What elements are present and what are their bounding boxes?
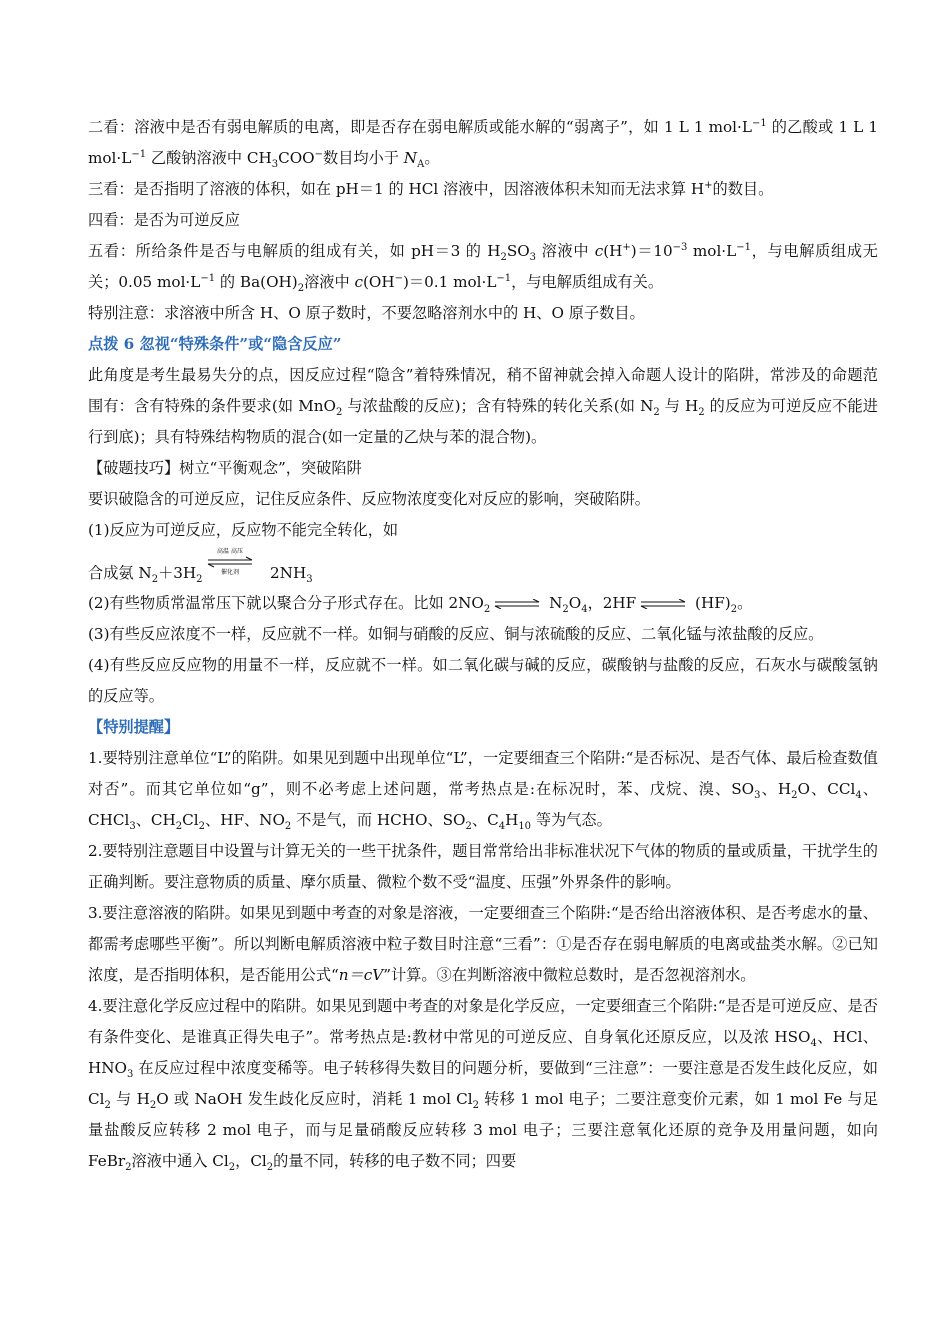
document-body [88, 112, 878, 1177]
ammonia-equation [88, 546, 878, 588]
paragraph-item-1: (1)反应为可逆反应，反应物不能完全转化，如 [88, 521, 399, 539]
paragraph-technique: 【破题技巧】树立“平衡观念”，突破陷阱 [88, 459, 362, 477]
equilibrium-arrow-icon [494, 599, 540, 609]
condition-bottom: 催化剂 [220, 569, 240, 576]
paragraph-hidden-reaction: 此角度是考生最易失分的点，因反应过程“隐含”着特殊情况，稍不留神就会掉入命题人设计的陷阱，常涉及的命题范围有：含有特殊的条件要求(如 MnO$_2$ 与浓盐酸的反应)；含有特殊的转化关系(如 $N_2$ 与 $H_2$ 的反应为可逆反应不能进行到底)；具有特殊结构物质的混合(如一定量的乙炔与苯的混合物)。 [88, 366, 878, 446]
section-heading-6: 点拨 6 忽视“特殊条件”或“隐含反应” [88, 335, 342, 353]
equation-product: $2NH_3$ [270, 564, 313, 586]
equilibrium-arrow-icon [640, 599, 686, 609]
reminder-1: 1.要特别注意单位“L”的陷阱。如果见到题中出现单位“L”，一定要细查三个陷阱:“是否标况、是否气体、最后检查数值对否”。而其它单位如“g”，则不必考虑上述问题，常考热点是:在标况时，苯、戊烷、溴、$SO_3$、$H_2O$、CCl$_4$、CHCl$_3$、$CH_2Cl_2$、HF、$NO_2$ 不是气，而 HCHO、$SO_2$、$C_4H_{10}$ 等为气态。 [88, 749, 878, 833]
paragraph-fifth-look: 五看：所给条件是否与电解质的组成有关，如 pH＝3 的 $H_2SO_3$ 溶液中 $c(H^+)=10^{-3}$ $mol\cdot L^{-1}$，与电解质组成无关；0.05 $mol\cdot L^{-1}$ 的 $Ba(OH)_2$溶液中 c(OH−)＝0.1 $mol\cdot L^{-1}$，与电解质组成有关。 [88, 241, 878, 295]
paragraph-technique-desc: 要识破隐含的可逆反应，记住反应条件、反应物浓度变化对反应的影响，突破陷阱。 [88, 490, 650, 508]
paragraph-fourth-look: 四看：是否为可逆反应 [88, 211, 240, 229]
reminder-3: 3.要注意溶液的陷阱。如果见到题中考查的对象是溶液，一定要细查三个陷阱:“是否给出溶液体积、是否考虑水的量、都需考虑哪些平衡”。所以判断电解质溶液中粒子数目时注意“三看”：①是否存在弱电解质的电离或盐类水解。②已知浓度，是否指明体积，是否能用公式“n＝cV”计算。③在判断溶液中微粒总数时，是否忽视溶剂水。 [88, 904, 878, 984]
equation-reactants: 合成氨 $N_2+3H_2$ [88, 564, 203, 586]
reminder-4: 4.要注意化学反应过程中的陷阱。如果见到题中考查的对象是化学反应，一定要细查三个陷阱:“是否是可逆反应、是否有条件变化、是谁真正得失电子”。常考热点是:教材中常见的可逆反应、自身氧化还原反应，以及浓 $HSO_4$、HCl、$HNO_3$ 在反应过程中浓度变稀等。电子转移得失数目的问题分析，要做到“三注意”：一要注意是否发生歧化反应，如 $Cl_2$ 与 $H_2O$ 或 NaOH 发生歧化反应时，消耗 1 mol $Cl_2$ 转移 1 mol 电子；二要注意变价元素，如 1 mol Fe 与足量盐酸反应转移 2 mol 电子，而与足量硝酸反应转移 3 mol 电子；三要注意氧化还原的竞争及用量问题，如向 FeBr$_2$溶液中通入 $Cl_2$，$Cl_2$的量不同，转移的电子数不同；四要 [88, 997, 879, 1174]
paragraph-item-4: (4)有些反应反应物的用量不一样，反应就不一样。如二氧化碳与碱的反应，碳酸钠与盐酸的反应，石灰水与碳酸氢钠的反应等。 [88, 656, 878, 705]
paragraph-third-look: 三看：是否指明了溶液的体积，如在 pH＝1 的 HCl 溶液中，因溶液体积未知而无法求算 H+的数目。 [88, 179, 774, 198]
reversible-arrow-icon [206, 546, 254, 580]
special-reminder-title: 【特别提醒】 [88, 718, 180, 736]
paragraph-item-3: (3)有些反应浓度不一样，反应就不一样。如铜与硝酸的反应、铜与浓硫酸的反应、二氧化锰与浓盐酸的反应。 [88, 625, 824, 643]
condition-top: 高温 高压 [217, 548, 243, 555]
reminder-2: 2.要特别注意题目中设置与计算无关的一些干扰条件，题目常常给出非标准状况下气体的物质的量或质量，干扰学生的正确判断。要注意物质的质量、摩尔质量、微粒个数不受“温度、压强”外界条件的影响。 [88, 842, 878, 891]
paragraph-item-2: (2)有些物质常温常压下就以聚合分子形式存在。比如 $2NO_2$ $N_2O_4$，2HF $(HF)_2$。 [88, 594, 753, 616]
paragraph-second-look: 二看：溶液中是否有弱电解质的电离，即是否存在弱电解质或能水解的“弱离子”，如 1 L 1 $mol\cdot L^{-1}$ 的乙酸或 1 L 1 $mol\cdot L^{-1}$ 乙酸钠溶液中 $CH_3COO^-$数目均小于 $N_A$。 [88, 117, 878, 171]
paragraph-special-attention: 特别注意：求溶液中所含 H、O 原子数时，不要忽略溶剂水中的 H、O 原子数目。 [88, 304, 645, 322]
